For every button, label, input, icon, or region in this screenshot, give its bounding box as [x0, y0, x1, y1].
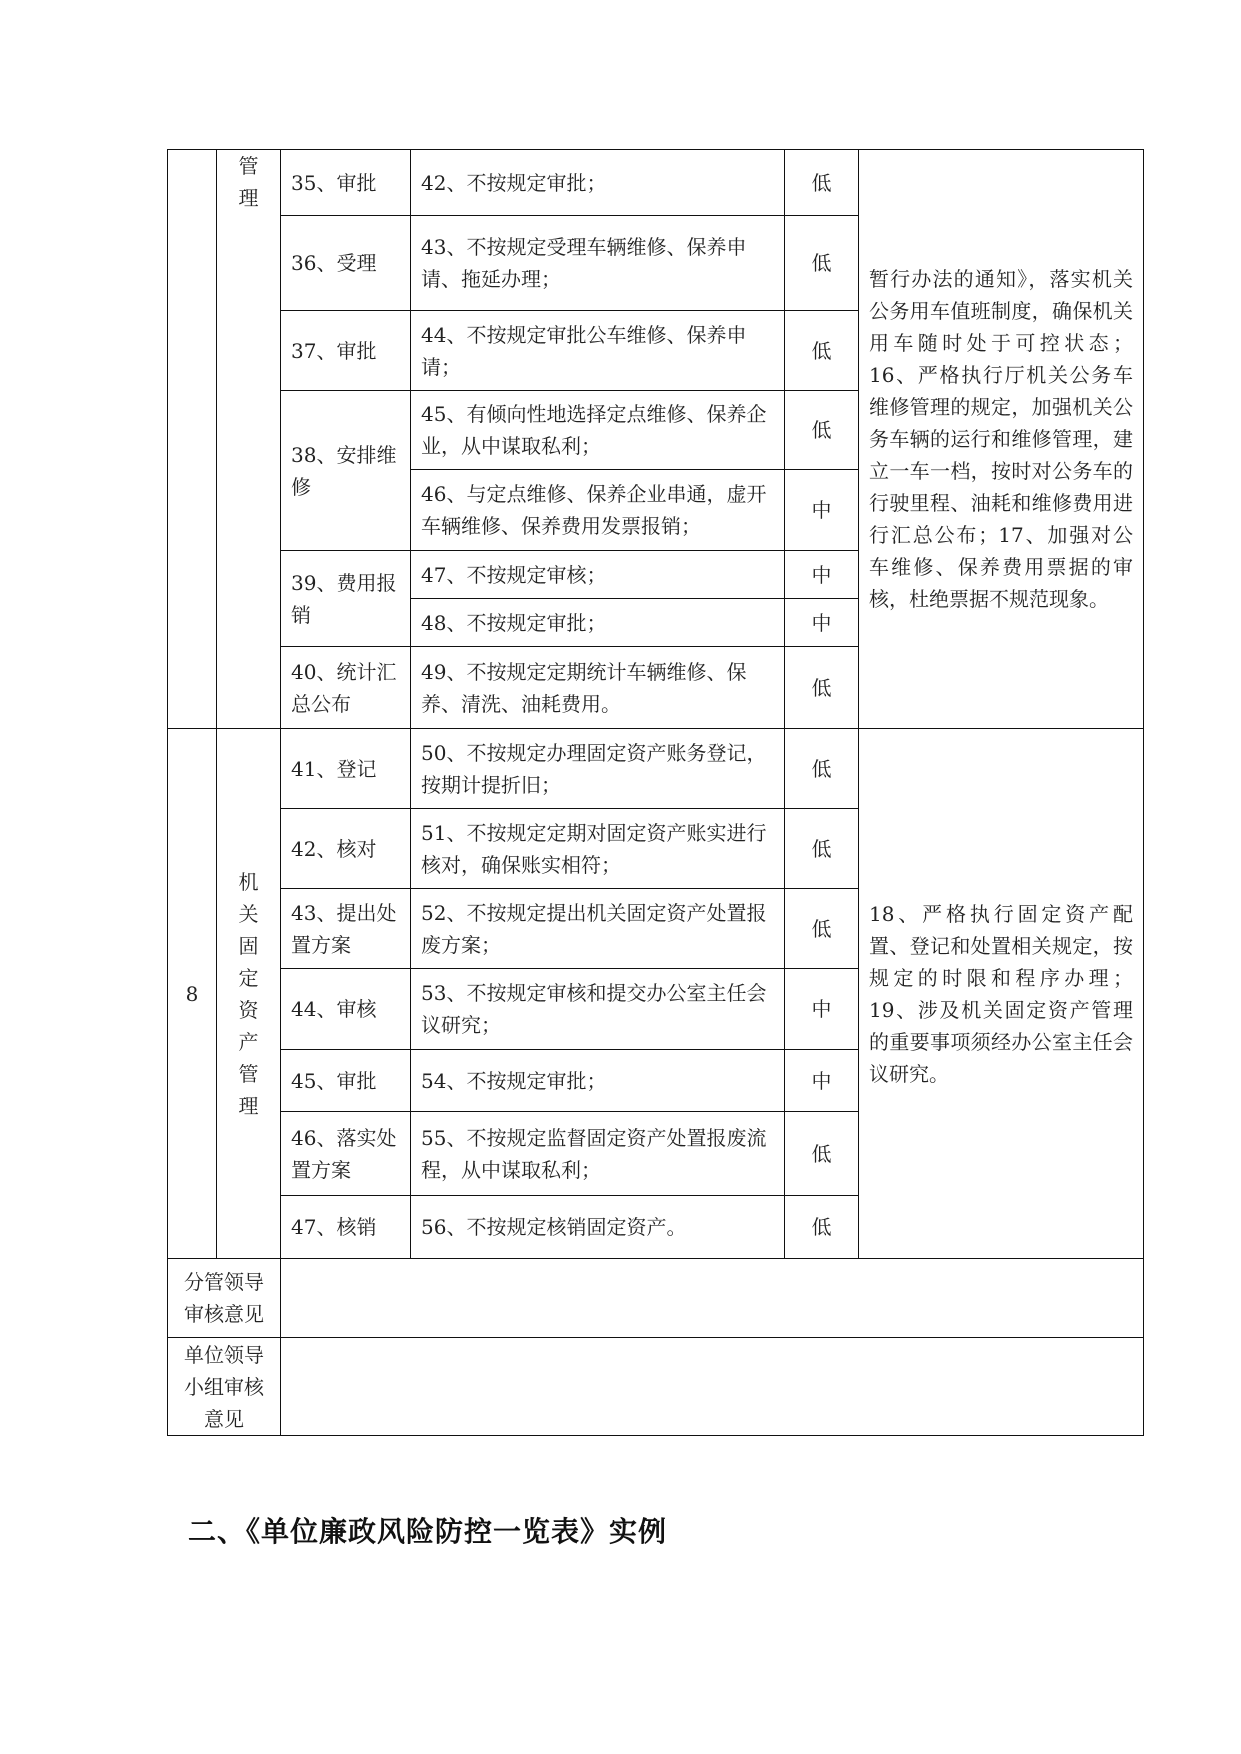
risk-level-cell: 中	[785, 551, 859, 599]
group-category-label: 管理	[238, 154, 259, 210]
risk-level-cell: 低	[785, 809, 859, 889]
risk-cell: 55、不按规定监督固定资产处置报废流程，从中谋取私利；	[411, 1112, 785, 1196]
measures-cell: 暂行办法的通知》，落实机关公务用车值班制度，确保机关用车随时处于可控状态；16、严格执行厅机关公务车维修管理的规定，加强机关公务车辆的运行和维修管理，建立一车一档，按时对公务车的行驶里程、油耗和维修费用进行汇总公布；17、加强对公车维修、保养费用票据的审核，杜绝票据不规范现象。	[859, 150, 1144, 729]
risk-level-cell: 中	[785, 470, 859, 551]
group-category-cell	[217, 729, 281, 1259]
risk-cell: 48、不按规定审批；	[411, 599, 785, 647]
risk-cell: 52、不按规定提出机关固定资产处置报废方案；	[411, 889, 785, 969]
group-index-cell: 8	[168, 729, 217, 1259]
risk-level-cell: 低	[785, 311, 859, 391]
review-row	[168, 1338, 1144, 1436]
risk-cell: 43、不按规定受理车辆维修、保养申请、拖延办理；	[411, 216, 785, 311]
review-label-cell: 单位领导小组审核意见	[168, 1338, 281, 1436]
section-heading: 二、《单位廉政风险防控一览表》实例	[188, 1515, 668, 1548]
review-value-cell[interactable]	[281, 1338, 1144, 1436]
risk-cell: 49、不按规定定期统计车辆维修、保养、清洗、油耗费用。	[411, 647, 785, 729]
risk-level-cell: 低	[785, 729, 859, 809]
risk-level-cell: 中	[785, 599, 859, 647]
step-cell: 37、审批	[281, 311, 411, 391]
risk-cell: 47、不按规定审核；	[411, 551, 785, 599]
step-cell: 43、提出处置方案	[281, 889, 411, 969]
review-row	[168, 1259, 1144, 1338]
group-index-cell	[168, 150, 217, 729]
review-value-cell[interactable]	[281, 1259, 1144, 1338]
risk-cell: 42、不按规定审批；	[411, 150, 785, 216]
group-category-label: 机关固定资产管理	[238, 869, 259, 1118]
table-row	[168, 729, 1144, 809]
step-cell: 41、登记	[281, 729, 411, 809]
risk-level-cell: 低	[785, 647, 859, 729]
risk-level-cell: 低	[785, 216, 859, 311]
risk-level-cell: 中	[785, 1050, 859, 1112]
risk-level-cell: 低	[785, 889, 859, 969]
step-cell: 39、费用报销	[281, 551, 411, 647]
risk-control-table	[167, 149, 1144, 729]
risk-cell: 50、不按规定办理固定资产账务登记，按期计提折旧；	[411, 729, 785, 809]
step-cell: 40、统计汇总公布	[281, 647, 411, 729]
step-cell: 36、受理	[281, 216, 411, 311]
risk-cell: 45、有倾向性地选择定点维修、保养企业，从中谋取私利；	[411, 391, 785, 470]
step-cell: 45、审批	[281, 1050, 411, 1112]
risk-level-cell: 低	[785, 1196, 859, 1259]
risk-level-cell: 低	[785, 1112, 859, 1196]
review-label-cell: 分管领导审核意见	[168, 1259, 281, 1338]
risk-cell: 46、与定点维修、保养企业串通，虚开车辆维修、保养费用发票报销；	[411, 470, 785, 551]
risk-cell: 56、不按规定核销固定资产。	[411, 1196, 785, 1259]
risk-level-cell: 低	[785, 391, 859, 470]
step-cell: 44、审核	[281, 969, 411, 1050]
measures-cell: 18、严格执行固定资产配置、登记和处置相关规定，按规定的时限和程序办理；19、涉及机关固定资产管理的重要事项须经办公室主任会议研究。	[859, 729, 1144, 1259]
step-cell: 47、核销	[281, 1196, 411, 1259]
risk-cell: 54、不按规定审批；	[411, 1050, 785, 1112]
risk-level-cell: 中	[785, 969, 859, 1050]
step-cell: 35、审批	[281, 150, 411, 216]
risk-cell: 51、不按规定定期对固定资产账实进行核对，确保账实相符；	[411, 809, 785, 889]
table-row	[168, 150, 1144, 216]
step-cell: 46、落实处置方案	[281, 1112, 411, 1196]
step-cell: 42、核对	[281, 809, 411, 889]
risk-level-cell: 低	[785, 150, 859, 216]
risk-cell: 53、不按规定审核和提交办公室主任会议研究；	[411, 969, 785, 1050]
fixed-assets-table	[167, 728, 1144, 1436]
step-cell: 38、安排维修	[281, 391, 411, 551]
risk-cell: 44、不按规定审批公车维修、保养申请；	[411, 311, 785, 391]
group-category-cell	[217, 150, 281, 729]
